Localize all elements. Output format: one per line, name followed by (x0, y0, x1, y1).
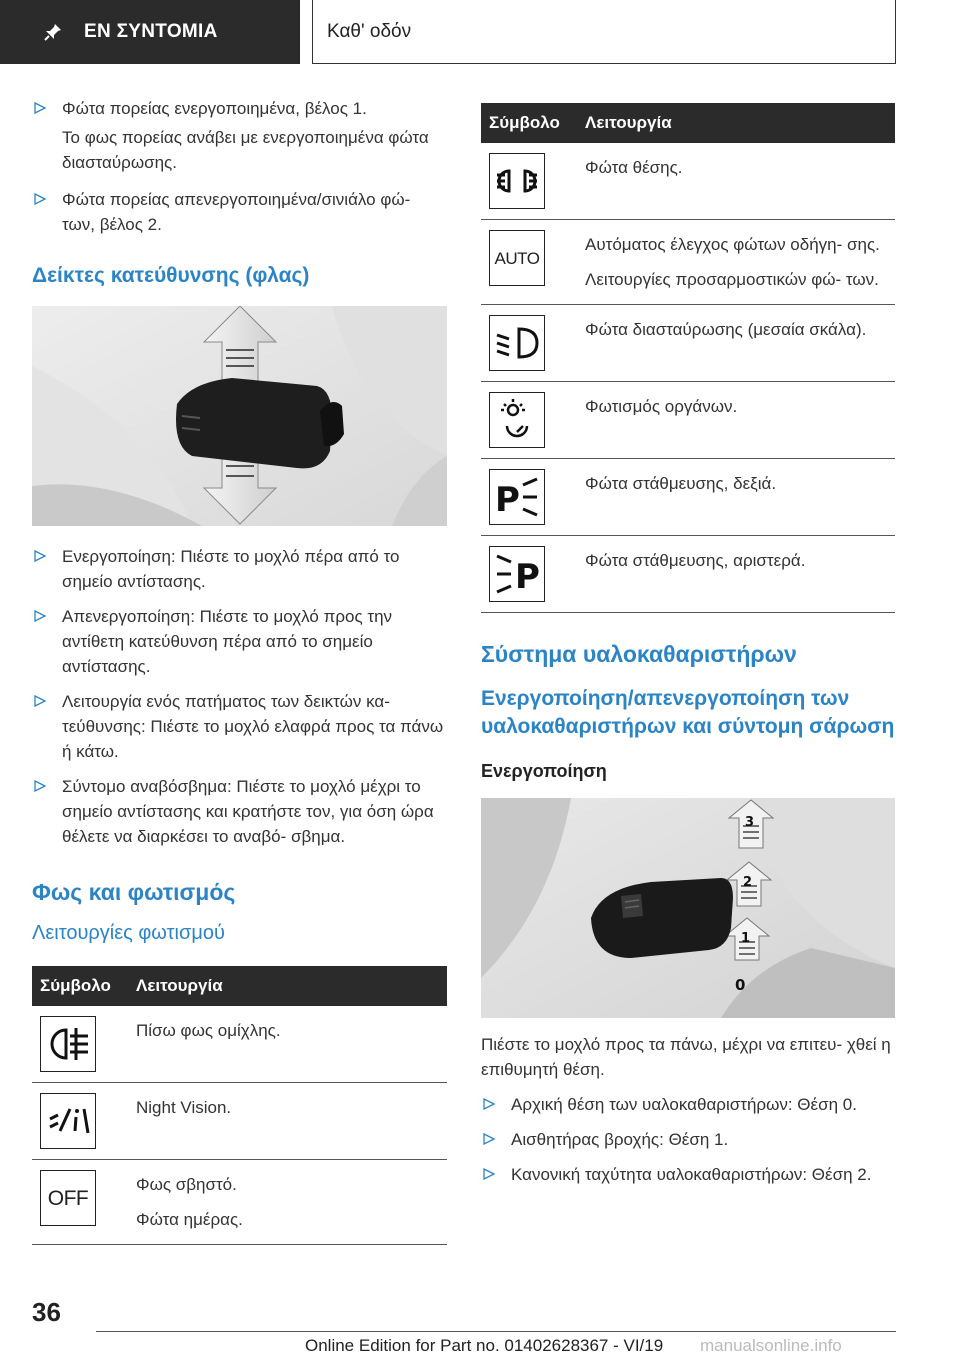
triangle-bullet-icon (483, 1168, 495, 1180)
column-header-function: Λειτουργία (128, 966, 447, 1006)
table-row (32, 1083, 447, 1160)
turn-signal-lever-image (32, 306, 447, 526)
note-text: Το φως πορείας ανάβει με ενεργοποιημένα φώτα διασταύρωσης. (62, 128, 429, 172)
triangle-bullet-icon (483, 1098, 495, 1110)
list-item: Αισθητήρας βροχής: Θέση 1. (481, 1127, 895, 1152)
edition-text: Online Edition for Part no. 01402628367 - VI/19 (305, 1336, 664, 1355)
function-text: Φως σβηστό. (136, 1175, 237, 1194)
light-symbols-table (481, 103, 895, 613)
function-text: Πίσω φως ομίχλης. (136, 1021, 281, 1040)
triangle-bullet-icon (34, 780, 46, 792)
function-text: Φώτα διασταύρωσης (μεσαία σκάλα). (585, 320, 867, 339)
list-item: Αρχική θέση των υαλοκαθαριστήρων: Θέση 0. (481, 1092, 895, 1117)
svg-text:P: P (495, 480, 520, 520)
figure-label: 1 (741, 931, 751, 946)
figure-label: 2 (743, 875, 753, 890)
right-column (481, 103, 895, 1197)
triangle-bullet-icon (34, 610, 46, 622)
instrument-lighting-icon (489, 392, 545, 448)
triangle-bullet-icon (34, 550, 46, 562)
list-item: Λειτουργία ενός πατήματος των δεικτών κα- τεύθυνσης: Πιέστε το μοχλό ελαφρά προς τα πάνω ή κάτω. (32, 689, 447, 764)
section-tab[interactable] (0, 0, 300, 64)
function-text: Φώτα στάθμευσης, αριστερά. (585, 551, 806, 570)
table-row (32, 1006, 447, 1083)
watermark-text: manualsonline.info (700, 1336, 842, 1355)
list-item: Ενεργοποίηση: Πιέστε το μοχλό πέρα από το σημείο αντίστασης. (32, 544, 447, 594)
rear-fog-light-icon (40, 1016, 96, 1072)
heading-wiper-activation: Ενεργοποίηση/απενεργοποίηση των υαλοκαθαριστήρων και σύντομη σάρωση (481, 687, 895, 738)
figure-label: 3 (745, 815, 755, 830)
chapter-title (312, 0, 896, 64)
triangle-bullet-icon (34, 102, 46, 114)
list-item: Κανονική ταχύτητα υαλοκαθαριστήρων: Θέση 2. (481, 1162, 895, 1187)
heading-turn-signals: Δείκτες κατεύθυνσης (φλας) (32, 264, 310, 287)
page-number: 36 (32, 1297, 61, 1327)
off-icon: OFF (40, 1170, 96, 1226)
table-row (481, 536, 895, 613)
list-item: Φώτα πορείας ενεργοποιημένα, βέλος 1. (32, 96, 447, 121)
list-item: Σύντομο αναβόσβημα: Πιέστε το μοχλό μέχρι το σημείο αντίστασης και κρατήστε τον, για όση ώρα θέλετε να διαρκέσει το αναβό- σβημα. (32, 774, 447, 849)
table-row (481, 220, 895, 305)
pushpin-icon (44, 23, 62, 41)
heading-wiper-system: Σύστημα υαλοκαθαριστήρων (481, 641, 797, 667)
svg-text:P: P (515, 557, 540, 597)
footer-divider (96, 1331, 896, 1332)
heading-activation: Ενεργοποίηση (481, 761, 607, 781)
auto-icon: AUTO (489, 230, 545, 286)
parking-light-left-icon (489, 546, 545, 602)
table-row (481, 382, 895, 459)
column-header-symbol: Σύμβολο (32, 966, 128, 1006)
triangle-bullet-icon (34, 695, 46, 707)
function-text: Φώτα ημέρας. (136, 1210, 243, 1229)
section-tab-label: ΕΝ ΣΥΝΤΟΜΙΑ (84, 21, 218, 42)
parking-light-right-icon (489, 469, 545, 525)
table-row (481, 143, 895, 220)
triangle-bullet-icon (483, 1133, 495, 1145)
table-row (481, 305, 895, 382)
function-text: Night Vision. (136, 1098, 232, 1117)
function-text: Φώτα στάθμευσης, δεξιά. (585, 474, 777, 493)
table-row (481, 459, 895, 536)
wiper-lever-image (481, 798, 895, 1018)
table-row (32, 1160, 447, 1245)
light-functions-table (32, 966, 447, 1245)
function-text: Αυτόματος έλεγχος φώτων οδήγη- σης. (585, 235, 880, 254)
list-item: Απενεργοποίηση: Πιέστε το μοχλό προς την αντίθετη κατεύθυνση πέρα από το σημείο αντίστασης. (32, 604, 447, 679)
list-item: Φώτα πορείας απενεργοποιημένα/σινιάλο φώ- των, βέλος 2. (32, 187, 447, 237)
left-column (32, 96, 447, 1245)
function-text: Λειτουργίες προσαρμοστικών φώ- των. (585, 270, 879, 289)
instruction-text: Πιέστε το μοχλό προς τα πάνω, μέχρι να επιτευ- χθεί η επιθυμητή θέση. (481, 1035, 891, 1079)
heading-light-functions: Λειτουργίες φωτισμού (32, 922, 225, 944)
night-vision-icon (40, 1093, 96, 1149)
function-text: Φώτα θέσης. (585, 158, 683, 177)
column-header-function: Λειτουργία (577, 103, 895, 143)
column-header-symbol: Σύμβολο (481, 103, 577, 143)
heading-lights: Φως και φωτισμός (32, 879, 236, 905)
figure-label: 0 (735, 976, 746, 994)
chapter-title-text: Καθ' οδόν (327, 20, 412, 42)
parking-lights-icon (489, 153, 545, 209)
triangle-bullet-icon (34, 193, 46, 205)
low-beam-icon (489, 315, 545, 371)
function-text: Φωτισμός οργάνων. (585, 397, 738, 416)
